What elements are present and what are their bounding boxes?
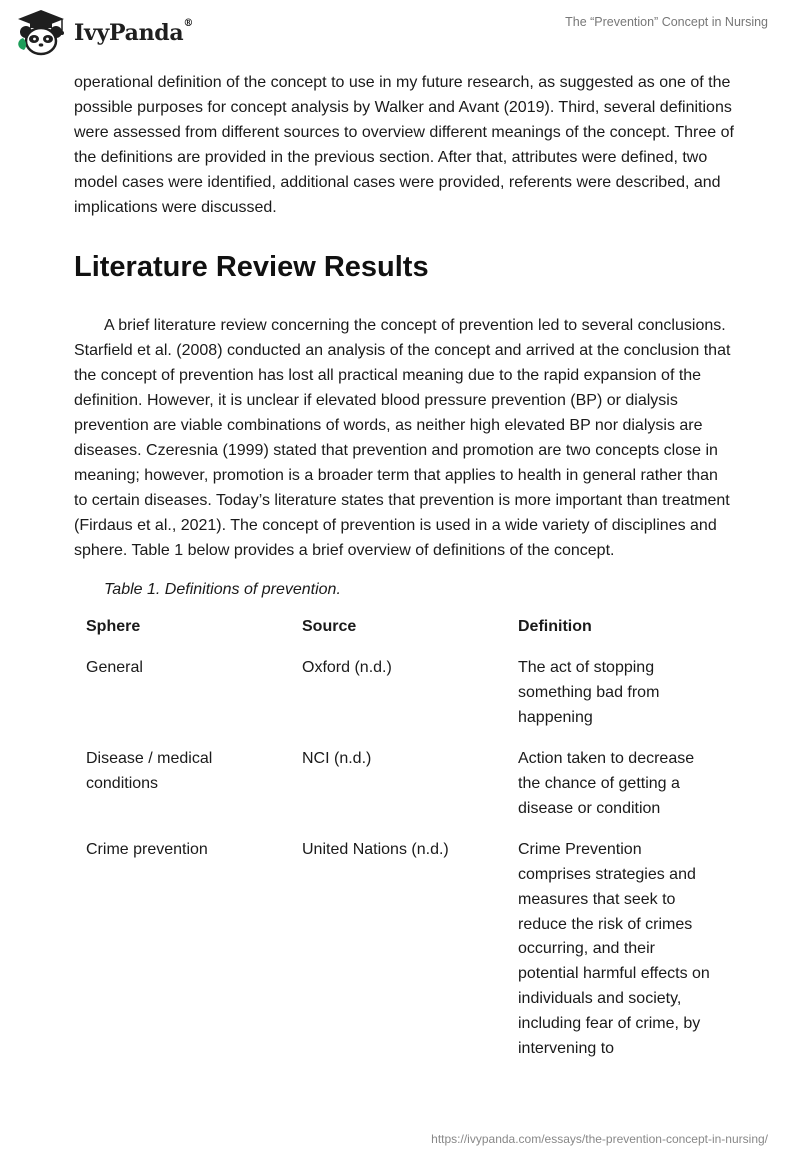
section-paragraph: A brief literature review concerning the concept of prevention led to several conclusions. Starfield et al. (2008) conducted an analysis of the concept and arrived at the conclusion that the concept of prevention has lost all practical meaning due to the rapid expansion of the definition. However, it is unclear if elevated blood pressure prevention (BP) or dialysis prevention are viable combinations of words, as neither high elevated BP nor dialysis are diseases. Czeresnia (1999) stated that prevention and promotion are two concepts close in meaning; however, promotion is a broader term that applies to health in general rather than to certain diseases. Today’s literature states that prevention is more important than treatment (Firdaus et al., 2021). The concept of prevention is used in a wide variety of disciplines and sphere. Table 1 below provides a brief overview of definitions of the concept. [74, 317, 731, 559]
article-body [74, 71, 734, 1078]
column-header-definition: Definition [518, 617, 592, 635]
cell-source: Oxford (n.d.) [302, 659, 392, 677]
cell-sphere: General [86, 659, 143, 677]
cell-definition: Crime Prevention comprises strategies and measures that seek to reduce the risk of crimes occurring, and their potential harmful effects on individuals and society, including fear of crime, by intervening to [518, 840, 710, 1058]
page-header [0, 0, 800, 72]
table-row [74, 656, 724, 747]
cell-sphere: Crime prevention [86, 840, 208, 858]
table-caption: Table 1. Definitions of prevention. [104, 580, 341, 598]
definitions-table [74, 615, 724, 1079]
column-header-source: Source [302, 617, 357, 635]
panda-graduate-logo-icon [14, 8, 68, 58]
source-url-link[interactable]: https://ivypanda.com/essays/the-prevention-concept-in-nursing/ [431, 1132, 768, 1146]
table-row [74, 838, 724, 1078]
table-row [74, 747, 724, 838]
cell-definition: The act of stopping something bad from happening [518, 659, 660, 727]
table-header-row [74, 615, 724, 657]
cell-sphere: Disease / medical conditions [86, 750, 213, 793]
cell-source: United Nations (n.d.) [302, 840, 449, 858]
section-heading: Literature Review Results [74, 251, 429, 284]
cell-source: NCI (n.d.) [302, 750, 372, 768]
ivypanda-logo[interactable] [14, 8, 193, 58]
cell-definition: Action taken to decrease the chance of getting a disease or condition [518, 750, 695, 817]
column-header-sphere: Sphere [86, 617, 141, 635]
intro-paragraph: operational definition of the concept to use in my future research, as suggested as one of the possible purposes for concept analysis by Walker and Avant (2019). Third, several definitions were assessed from different sources to overview different meanings of the concept. Three of the definitions are provided in the previous section. After that, attributes were defined, two model cases were identified, additional cases were provided, referents were described, and implications were discussed. [74, 74, 734, 216]
document-title: The “Prevention” Concept in Nursing [565, 15, 768, 29]
brand-name: IvyPanda® [74, 18, 194, 46]
